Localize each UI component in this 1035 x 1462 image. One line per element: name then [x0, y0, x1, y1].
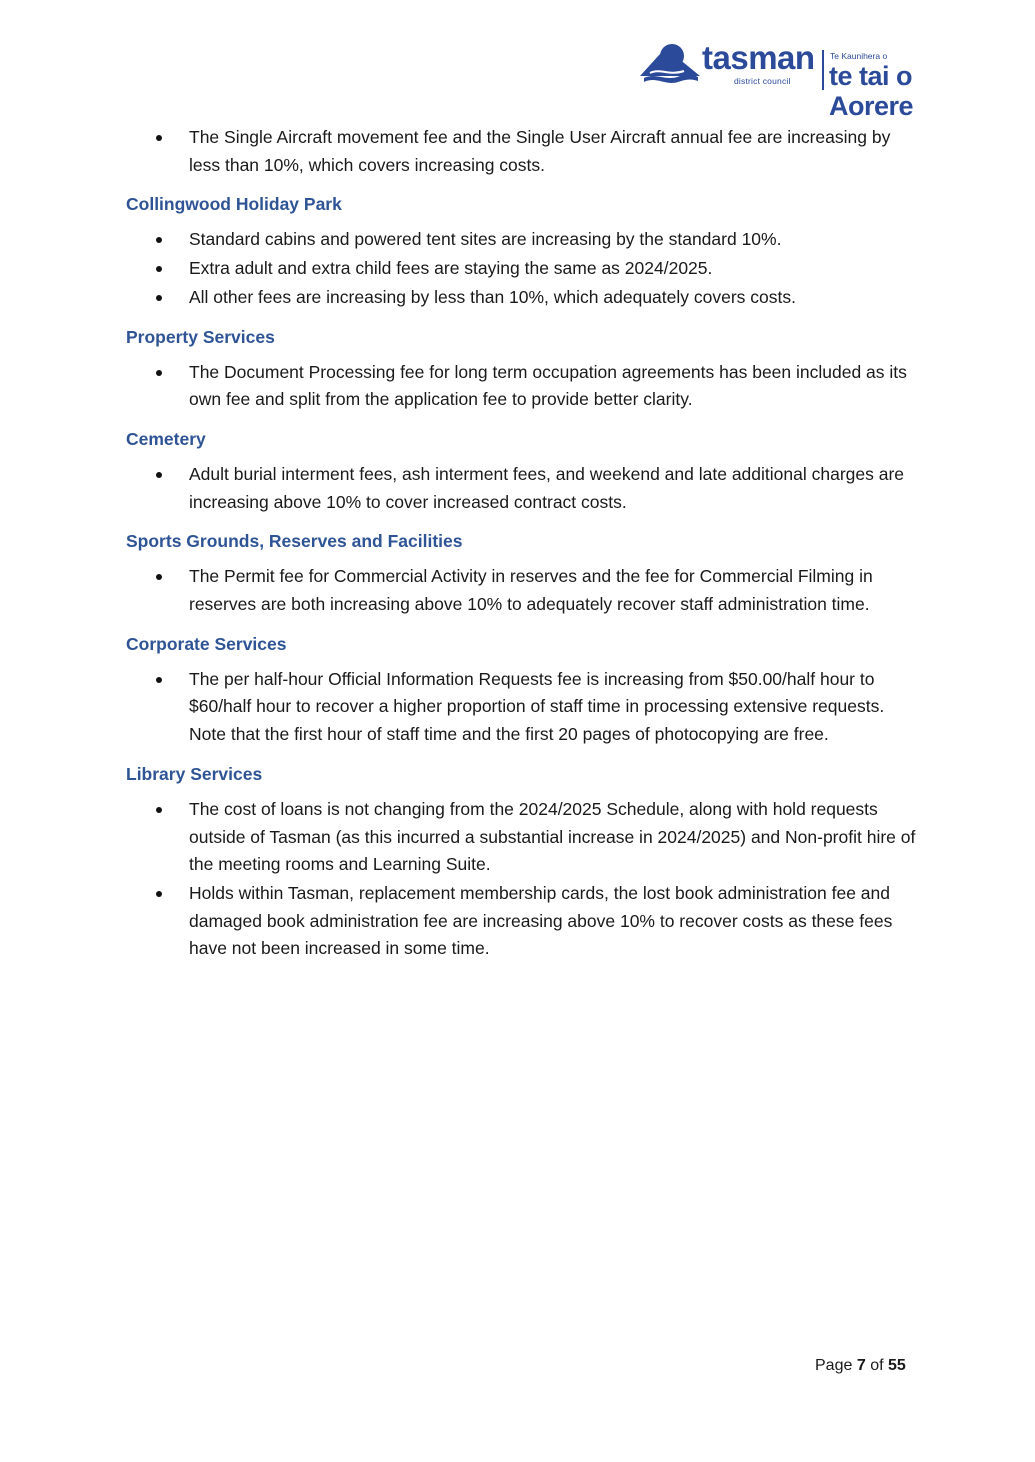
total-pages: 55 [887, 1357, 906, 1374]
bullet-list [126, 666, 916, 749]
section-heading: Collingwood Holiday Park [126, 194, 342, 215]
bullet-text: All other fees are increasing by less than 10%, which adequately covers costs. [189, 286, 796, 307]
bullet-icon [156, 295, 162, 301]
bullet-icon [156, 135, 162, 141]
bullet-item [126, 461, 916, 516]
section-heading: Sports Grounds, Reserves and Facilities [126, 531, 463, 552]
page-footer [815, 1355, 906, 1377]
bullet-item [126, 226, 916, 254]
bullet-text: Extra adult and extra child fees are staying the same as 2024/2025. [189, 258, 713, 279]
section-heading: Corporate Services [126, 633, 287, 654]
logo-name: tasman [702, 39, 815, 76]
section-heading: Property Services [126, 326, 275, 347]
bullet-item [126, 796, 916, 879]
section-property-services [126, 313, 916, 414]
bullet-item [126, 284, 916, 312]
bullet-text: The cost of loans is not changing from the 2024/2025 Schedule, along with hold requests outside of Tasman (as this incurred a substantial increase in 2024/2025) and Non-profit hire of the meeting rooms and Learning Suite. [189, 798, 916, 875]
bullet-text: Adult burial interment fees, ash interment fees, and weekend and late additional charges are increasing above 10% to cover increased contract costs. [189, 463, 905, 512]
bullet-icon [156, 266, 162, 272]
document-body [126, 124, 916, 964]
bullet-item [126, 563, 916, 618]
bullet-item [126, 124, 916, 179]
bullet-icon [156, 677, 162, 683]
section-collingwood-holiday-park [126, 180, 916, 311]
bullet-text: The Single Aircraft movement fee and the Single User Aircraft annual fee are increasing by less than 10%, which covers increasing costs. [189, 127, 891, 175]
section-heading: Cemetery [126, 428, 206, 449]
section-corporate-services [126, 620, 916, 749]
bullet-item [126, 359, 916, 414]
mountain-logo-icon [640, 42, 700, 86]
bullet-item [126, 255, 916, 283]
bullet-icon [156, 891, 162, 897]
section-cemetery [126, 415, 916, 516]
bullet-text: The per half-hour Official Information Requests fee is increasing from $50.00/half hour to $60/half hour to recover a higher proportion of staff time in processing extensive requests. Note that the first hour of staff time and the first 20 pages of photocopying are free. [189, 668, 885, 745]
intro-bullet-list [126, 124, 916, 179]
bullet-text: The Permit fee for Commercial Activity in reserves and the fee for Commercial Filming in reserves are both increasing above 10% to adequately recover staff administration time. [189, 566, 873, 615]
bullet-list [126, 226, 916, 311]
section-sports-grounds-reserves-facilities [126, 517, 916, 618]
bullet-text: The Document Processing fee for long term occupation agreements has been included as its own fee and split from the application fee to provide better clarity. [189, 361, 907, 410]
bullet-list [126, 796, 916, 963]
logo-subtitle: district council [734, 76, 791, 86]
section-library-services [126, 750, 916, 963]
logo-divider [822, 50, 824, 90]
bullet-icon [156, 574, 162, 580]
bullet-list [126, 359, 916, 414]
bullet-text: Holds within Tasman, replacement membership cards, the lost book administration fee and damaged book administration fee are increasing above 10% to recover costs as these fees have not been increased in some time. [189, 882, 893, 959]
bullet-item [126, 880, 916, 963]
bullet-icon [156, 807, 162, 813]
bullet-text: Standard cabins and powered tent sites are increasing by the standard 10%. [189, 229, 782, 250]
bullet-icon [156, 370, 162, 376]
bullet-item [126, 666, 916, 749]
bullet-list [126, 563, 916, 618]
logo-maori-name: te tai o Aorere [829, 61, 914, 121]
section-heading: Library Services [126, 763, 263, 784]
page-number: 7 [856, 1357, 866, 1374]
page-label: Page [815, 1357, 853, 1374]
bullet-icon [156, 237, 162, 243]
bullet-icon [156, 472, 162, 478]
logo-maori-prefix: Te Kaunihera o [830, 51, 888, 61]
bullet-list [126, 461, 916, 516]
tasman-logo [640, 38, 1002, 121]
of-label: of [870, 1357, 884, 1374]
